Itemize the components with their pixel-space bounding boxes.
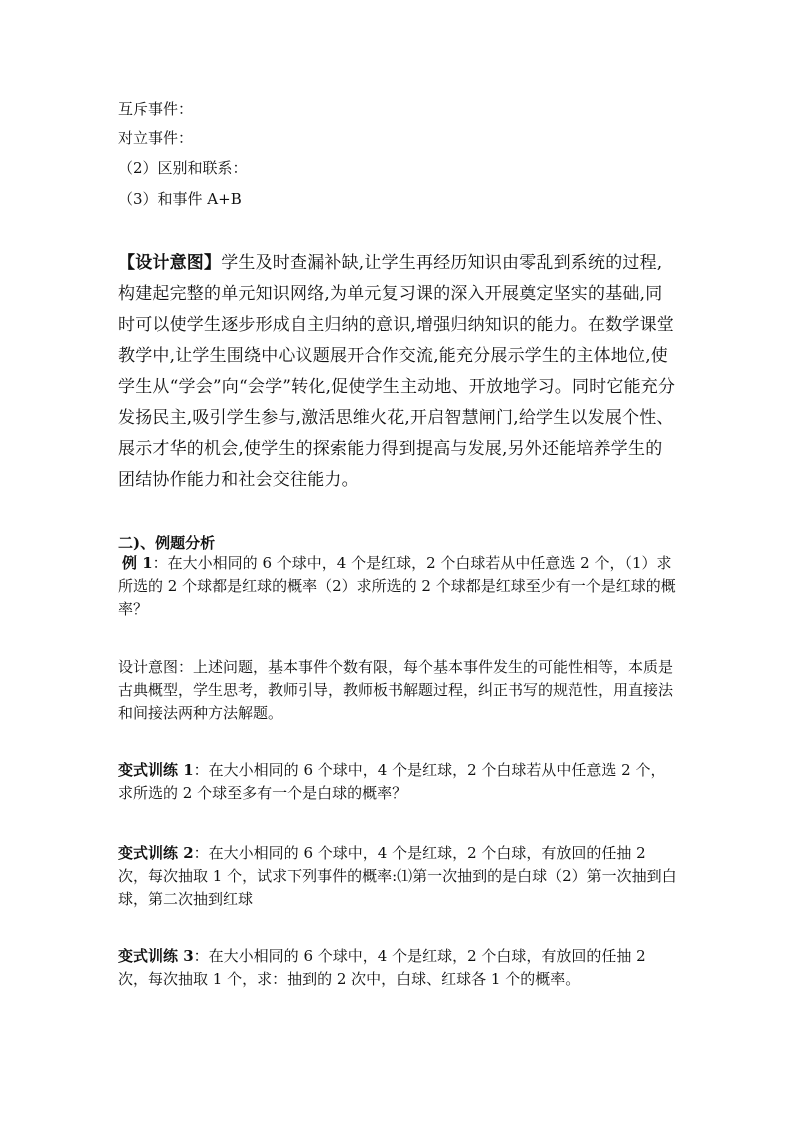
- example-1: [118, 552, 678, 621]
- design-intent-2: 设计意图：上述问题，基本事件个数有限，每个基本事件发生的可能性相等，本质是古典概型，学生思考，教师引导，教师板书解题过程，纠正书写的规范性，用直接法和间接法两种方法解题。: [118, 658, 674, 722]
- review-item-difference: （2）区别和联系：: [118, 159, 248, 177]
- variant-1-text: ：在大小相同的 6 个球中，4 个是红球，2 个白球若从中任意选 2 个，求所选的 2 个球至多有一个是白球的概率？: [118, 761, 666, 802]
- variant-training-1: [118, 759, 678, 805]
- variant-training-2: [118, 842, 678, 911]
- example-1-label: 例 1: [122, 554, 153, 572]
- variant-3-label: 变式训练 3: [118, 947, 194, 965]
- example-1-text: ：在大小相同的 6 个球中，4 个是红球，2 个白球若从中任意选 2 个，（1）求所选的 2 个球都是红球的概率（2）求所选的 2 个球都是红球至少有一个是红球的概率？: [118, 554, 676, 618]
- variant-2-label: 变式训练 2: [118, 844, 194, 862]
- review-item-sum-event: （3）和事件 A+B: [118, 190, 242, 208]
- variant-2-text: ：在大小相同的 6 个球中，4 个是红球，2 个白球，有放回的任抽 2 次，每次抽取 1 个，试求下列事件的概率:⑴第一次抽到的是白球（2）第一次抽到白球，第二次抽到红球: [118, 844, 677, 908]
- variant-1-label: 变式训练 1: [118, 761, 194, 779]
- design-intent-label: 【设计意图】: [118, 253, 222, 273]
- review-item-complementary: 对立事件：: [118, 129, 194, 147]
- design-intent-paragraph: [118, 248, 678, 496]
- section-heading-example-analysis: 二)、例题分析: [118, 534, 216, 552]
- design-intent-text: 学生及时查漏补缺,让学生再经历知识由零乱到系统的过程,构建起完整的单元知识网络,为单元复习课的深入开展奠定坚实的基础,同时可以使学生逐步形成自主归纳的意识,增强归纳知识的能力。在数学课堂教学中,让学生围绕中心议题展开合作交流,能充分展示学生的主体地位,使学生从“学会”向“会学”转化,促使学生主动地、开放地学习。同时它能充分发扬民主,吸引学生参与,激活思维火花,开启智慧闸门,给学生以发展个性、展示才华的机会,使学生的探索能力得到提高与发展,另外还能培养学生的团结协作能力和社会交往能力。: [118, 253, 676, 490]
- variant-training-3: [118, 945, 678, 991]
- review-item-mutually-exclusive: 互斥事件：: [118, 100, 194, 118]
- variant-3-text: ：在大小相同的 6 个球中，4 个是红球，2 个白球，有放回的任抽 2 次，每次抽取 1 个，求：抽到的 2 次中，白球、红球各 1 个的概率。: [118, 947, 646, 988]
